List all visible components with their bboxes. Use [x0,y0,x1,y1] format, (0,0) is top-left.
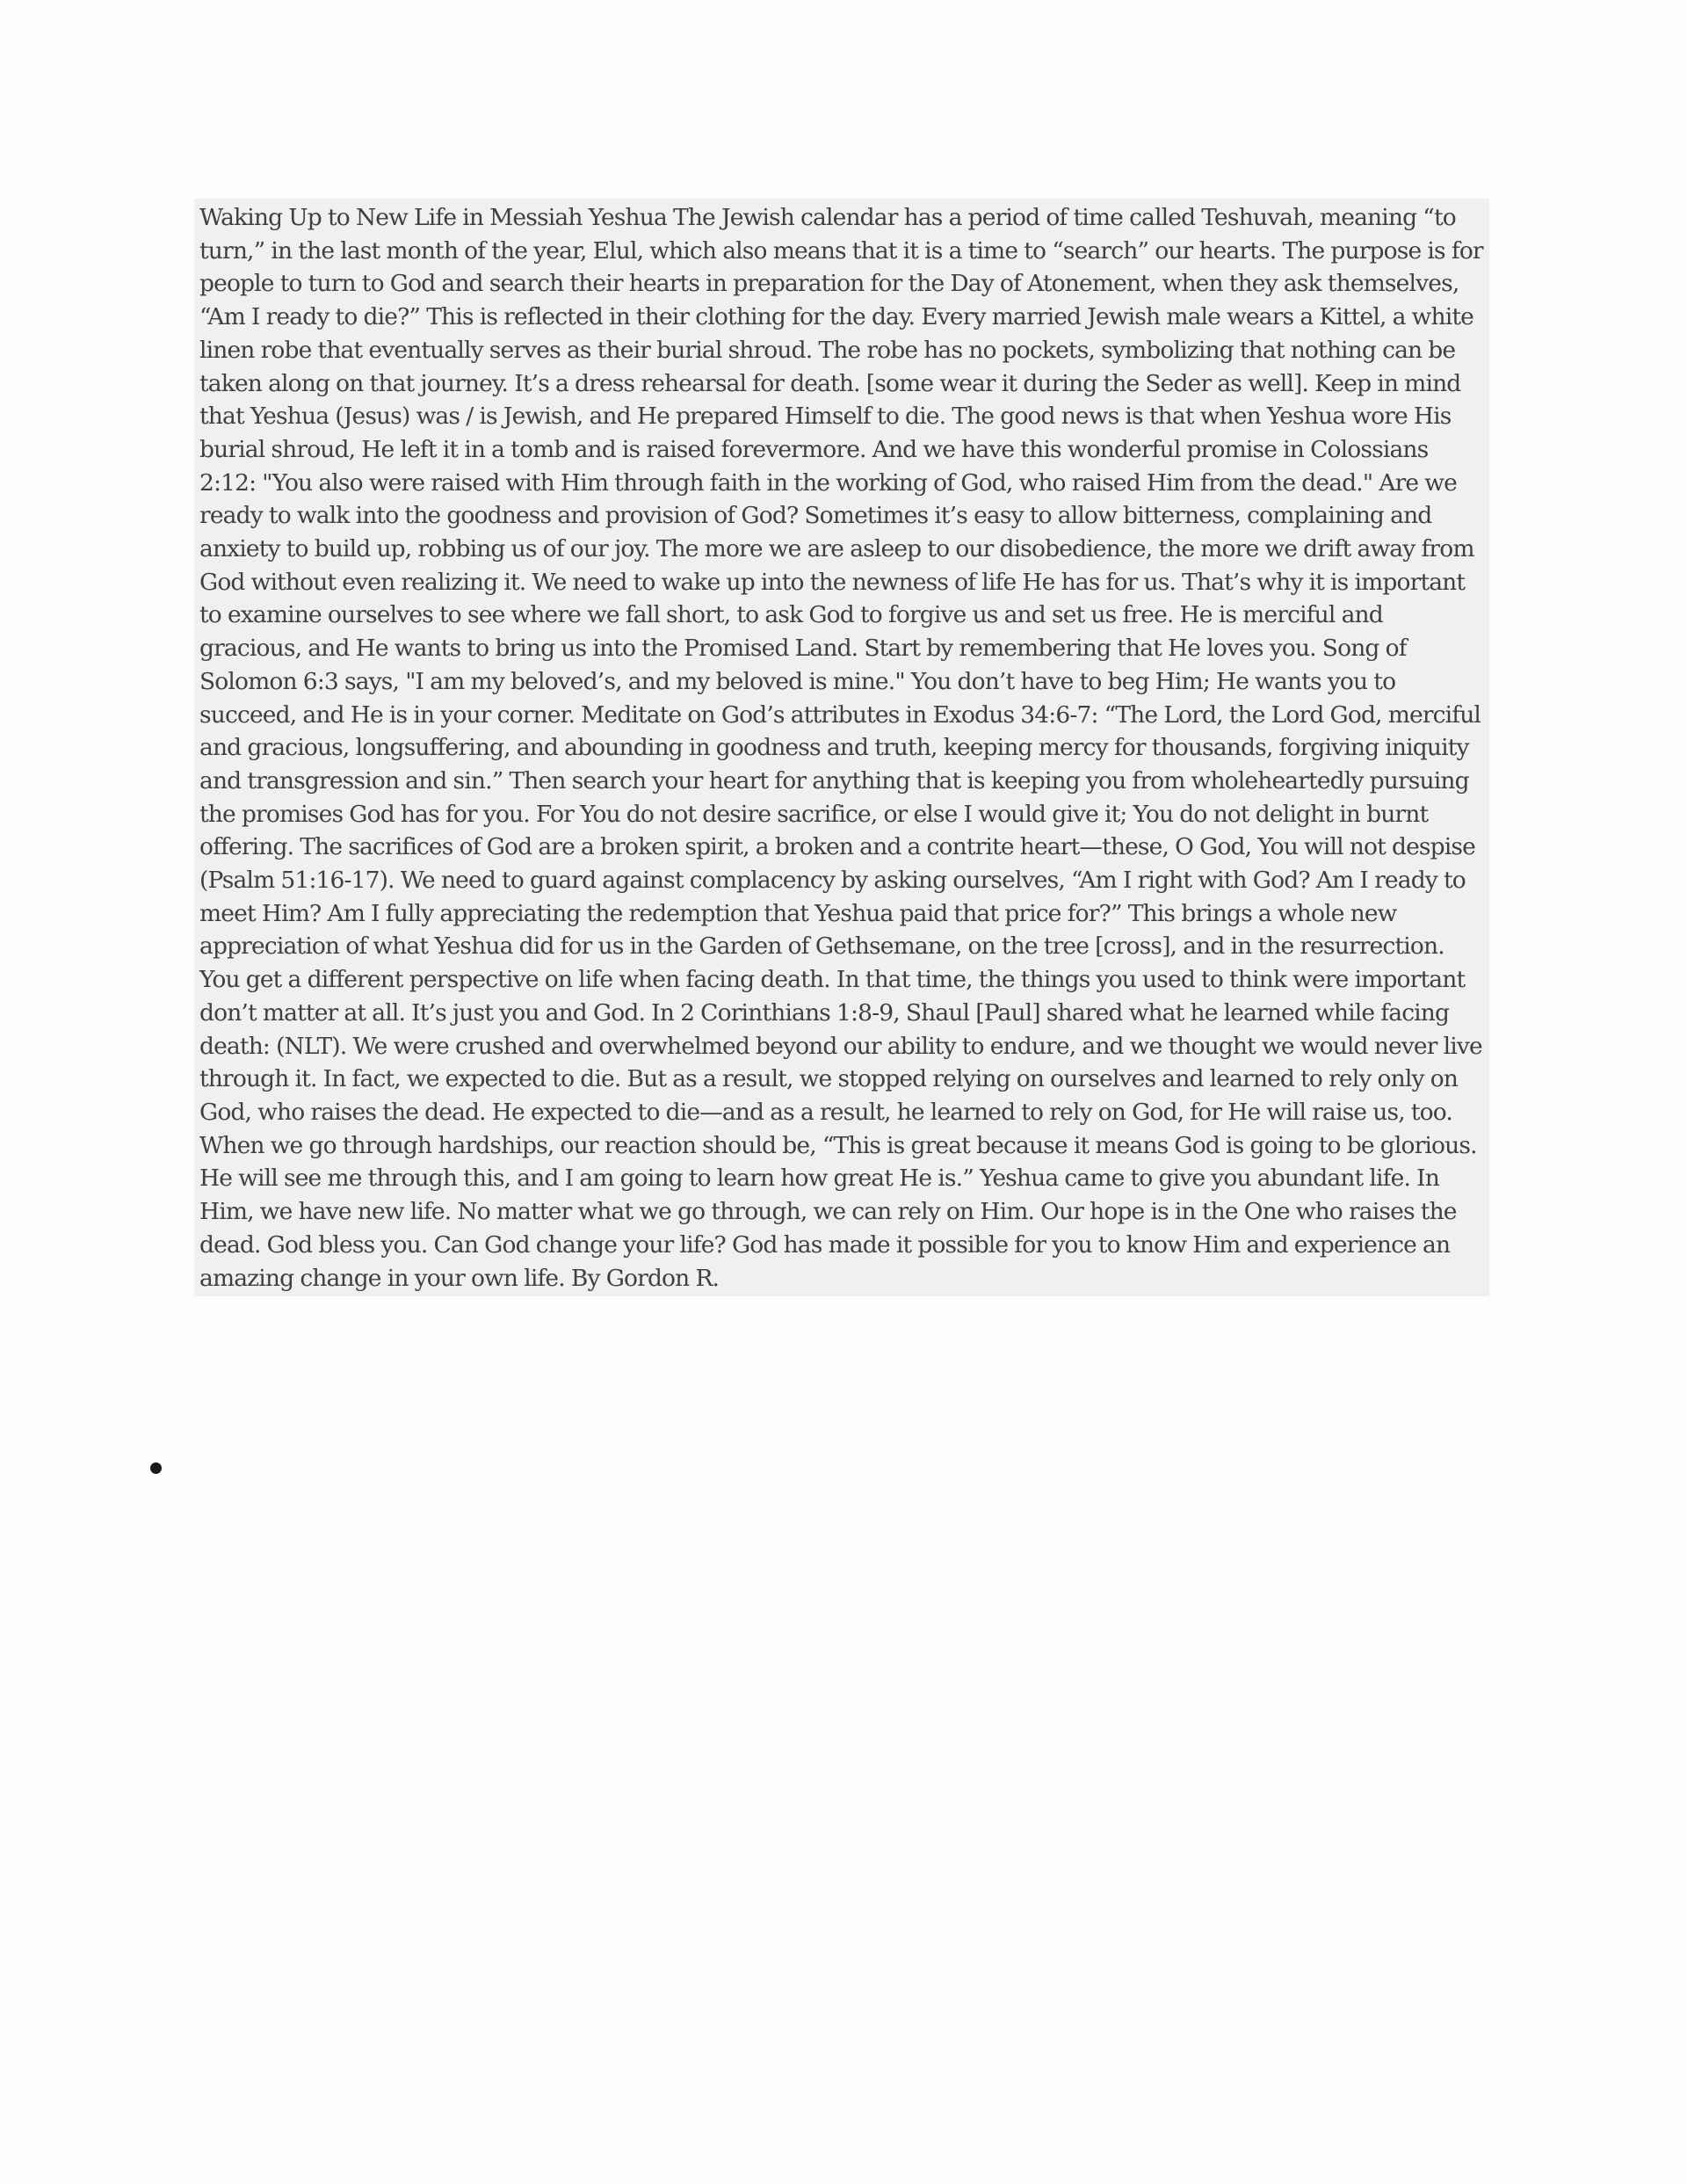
highlighted-text-block [194,199,1489,1296]
bullet-dot-icon [150,1462,162,1474]
article-paragraph: Waking Up to New Life in Messiah Yeshua The Jewish calendar has a period of time called Teshuvah, meaning “to turn,” in the last month of the year, Elul, which also means that it is a time to “search” our hearts. The purpose is for people to turn to God and search their hearts in preparation for the Day of Atonement, when they ask themselves, “Am I ready to die?” This is reflected in their clothing for the day. Every married Jewish male wears a Kittel, a white linen robe that eventually serves as their burial shroud. The robe has no pockets, symbolizing that nothing can be taken along on that journey. It’s a dress rehearsal for death. [some wear it during the Seder as well]. Keep in mind that Yeshua (Jesus) was / is Jewish, and He prepared Himself to die. The good news is that when Yeshua wore His burial shroud, He left it in a tomb and is raised forevermore. And we have this wonderful promise in Colossians 2:12: "You also were raised with Him through faith in the working of God, who raised Him from the dead." Are we ready to walk into the goodness and provision of God? Sometimes it’s easy to allow bitterness, complaining and anxiety to build up, robbing us of our joy. The more we are asleep to our disobedience, the more we drift away from God without even realizing it. We need to wake up into the newness of life He has for us. That’s why it is important to examine ourselves to see where we fall short, to ask God to forgive us and set us free. He is merciful and gracious, and He wants to bring us into the Promised Land. Start by remembering that He loves you. Song of Solomon 6:3 says, "I am my beloved’s, and my beloved is mine." You don’t have to beg Him; He wants you to succeed, and He is in your corner. Meditate on God’s attributes in Exodus 34:6-7: “The Lord, the Lord God, merciful and gracious, longsuffering, and abounding in goodness and truth, keeping mercy for thousands, forgiving iniquity and transgression and sin.” Then search your heart for anything that is keeping you from wholeheartedly pursuing the promises God has for you. For You do not desire sacrifice, or else I would give it; You do not delight in burnt offering. The sacrifices of God are a broken spirit, a broken and a contrite heart—these, O God, You will not despise (Psalm 51:16-17). We need to guard against complacency by asking ourselves, “Am I right with God? Am I ready to meet Him? Am I fully appreciating the redemption that Yeshua paid that price for?” This brings a whole new appreciation of what Yeshua did for us in the Garden of Gethsemane, on the tree [cross], and in the resurrection. You get a different perspective on life when facing death. In that time, the things you used to think were important don’t matter at all. It’s just you and God. In 2 Corinthians 1:8-9, Shaul [Paul] shared what he learned while facing death: (NLT). We were crushed and overwhelmed beyond our ability to endure, and we thought we would never live through it. In fact, we expected to die. But as a result, we stopped relying on ourselves and learned to rely only on God, who raises the dead. He expected to die—and as a result, he learned to rely on God, for He will raise us, too. When we go through hardships, our reaction should be, “This is great because it means God is going to be glorious. He will see me through this, and I am going to learn how great He is.” Yeshua came to give you abundant life. In Him, we have new life. No matter what we go through, we can rely on Him. Our hope is in the One who raises the dead. God bless you. Can God change your life? God has made it possible for you to know Him and experience an amazing change in your own life. By Gordon R. [199,204,1483,1292]
